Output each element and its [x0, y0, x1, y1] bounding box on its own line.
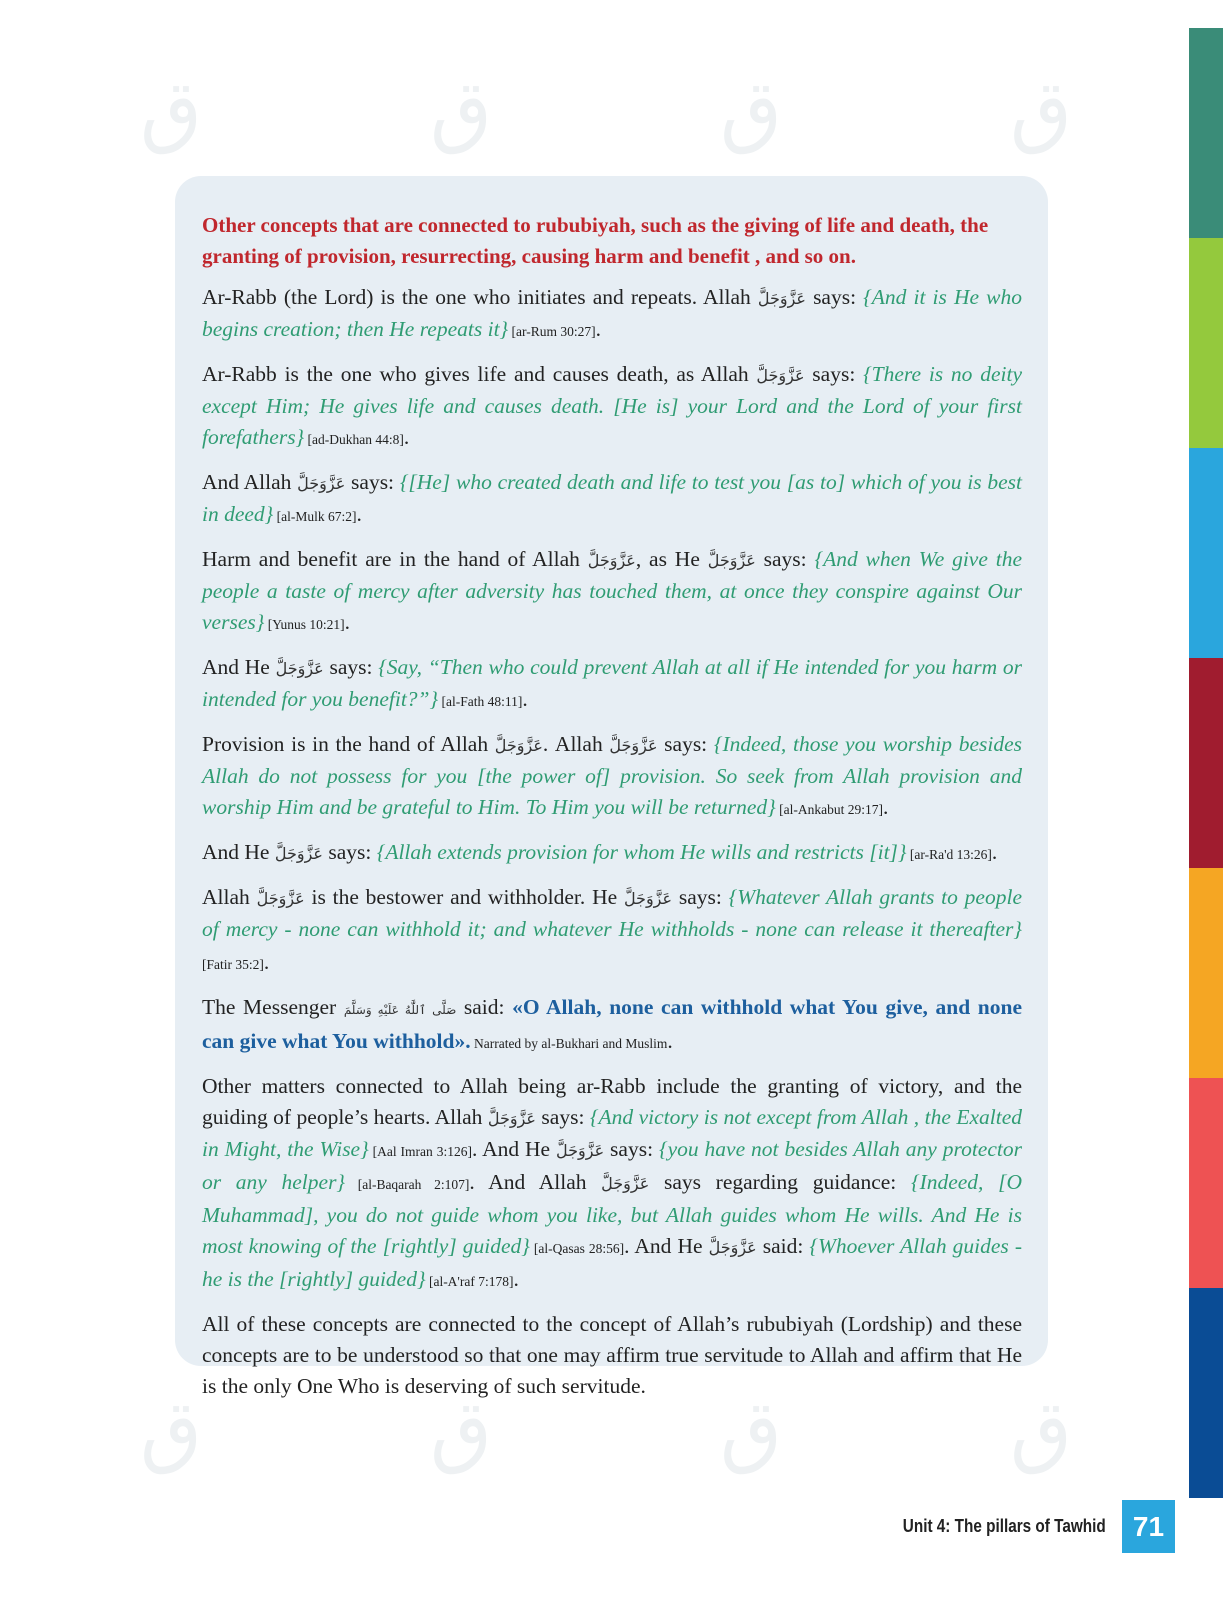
- color-tab: [1189, 238, 1223, 448]
- prophet-honorific-glyph: صَلَّى ٱللَّٰهُ عَلَيْهِ وَسَلَّمَ: [343, 1003, 457, 1017]
- paragraph-provision: Provision is in the hand of Allah عَزَّوَجَلَّ. Allah عَزَّوَجَلَّ says: {Indeed, those you worship besides Allah do not possess for you [the power of] provision. So seek from Allah provision and worship Him and be grateful to Him. To Him you will be returned} [al-Ankabut 29:17].: [202, 732, 1023, 819]
- honorific-glyph: عَزَّوَجَلَّ: [275, 659, 324, 678]
- paragraph-bestower-withholder: Allah عَزَّوَجَلَّ is the bestower and withholder. He عَزَّوَجَلَّ says: {Whatever Allah grants to people of mercy - none can withhold it; and whatever He withholds - none can release it thereafter} [Fatir 35:2].: [202, 885, 1022, 974]
- quran-verse: {[He] who created death and life to test you [as to] which of you is best in deed}: [202, 470, 1023, 526]
- quran-verse: {Indeed, those you worship besides Allah do not possess for you [the power of] provision. So seek from Allah provision and worship Him and be grateful to Him. To Him you will be returned}: [202, 732, 1023, 819]
- verse-reference: [Yunus 10:21]: [264, 617, 345, 632]
- verse-reference: [ad-Dukhan 44:8]: [304, 432, 404, 447]
- paragraph-harm-benefit: Harm and benefit are in the hand of Allah عَزَّوَجَلَّ, as He عَزَّوَجَلَّ says: {And when We give the people a taste of mercy after adversity has touched them, at once they conspire against Our verses} [Yunus 10:21].: [202, 547, 1022, 634]
- honorific-glyph: عَزَّوَجَلَّ: [707, 551, 756, 570]
- verse-reference: [al-Fath 48:11]: [438, 694, 523, 709]
- honorific-glyph: عَزَّوَجَلَّ: [708, 1238, 757, 1257]
- color-tab: [1189, 1078, 1223, 1288]
- quran-verse: {Say, “Then who could prevent Allah at all if He intended for you harm or intended for you benefit?”}: [202, 655, 1022, 711]
- honorific-glyph: عَزَّوَجَلَّ: [487, 1109, 536, 1128]
- honorific-glyph: عَزَّوَجَلَّ: [587, 551, 636, 570]
- honorific-glyph: عَزَّوَجَلَّ: [297, 474, 346, 493]
- honorific-glyph: عَزَّوَجَلَّ: [609, 736, 658, 755]
- quran-verse: {you have not besides Allah any protector or any helper}: [202, 1137, 1022, 1194]
- color-tab: [1189, 1288, 1223, 1498]
- paragraph-conclusion: All of these concepts are connected to the concept of Allah’s rububiyah (Lordship) and these concepts are to be understood so that one may affirm true servitude to Allah and affirm that He is the only One Who is deserving of such servitude.: [202, 1312, 1022, 1398]
- quran-verse: {Indeed, [O Muhammad], you do not guide whom you like, but Allah guides whom He wills. And He is most knowing of the [rightly] guided}: [202, 1170, 1023, 1258]
- honorific-glyph: عَزَّوَجَلَّ: [256, 889, 305, 908]
- verse-reference: [al-A'raf 7:178]: [425, 1274, 514, 1289]
- section-heading: Other concepts that are connected to rububiyah, such as the giving of life and death, the granting of provision, resurrecting, causing harm and benefit , and so on.: [202, 213, 989, 268]
- quran-verse: {Whatever Allah grants to people of mercy - none can withhold it; and whatever He withholds - none can release it thereafter}: [202, 885, 1022, 941]
- quran-verse: {There is no deity except Him; He gives life and causes death. [He is] your Lord and the Lord of your first forefathers}: [202, 362, 1022, 449]
- paragraph-hadith: The Messenger صَلَّى ٱللَّٰهُ عَلَيْهِ وَسَلَّمَ said: «O Allah, none can withhold what You give, and none can give what You withhold». Narrated by al-Bukhari and Muslim.: [202, 995, 1022, 1053]
- honorific-glyph: عَزَّوَجَلَّ: [494, 736, 543, 755]
- honorific-glyph: عَزَّوَجَلَّ: [556, 1141, 605, 1160]
- quran-verse: {And victory is not except from Allah , the Exalted in Might, the Wise}: [202, 1105, 1023, 1161]
- paragraph-death-and-life: And Allah عَزَّوَجَلَّ says: {[He] who created death and life to test you [as to] which of you is best in deed} [al-Mulk 67:2].: [202, 470, 1023, 526]
- verse-reference: [al-Qasas 28:56]: [529, 1241, 625, 1256]
- verse-reference: [al-Baqarah 2:107]: [345, 1177, 470, 1192]
- quran-verse: {And when We give the people a taste of mercy after adversity has touched them, at once they conspire against Our verses}: [202, 547, 1022, 634]
- hadith-reference: Narrated by al-Bukhari and Muslim: [470, 1036, 668, 1051]
- honorific-glyph: عَزَّوَجَلَّ: [274, 844, 323, 863]
- quran-verse: {Whoever Allah guides - he is the [rightly] guided}: [202, 1234, 1022, 1291]
- color-tab: [1189, 448, 1223, 658]
- paragraph-victory-guidance: Other matters connected to Allah being ar-Rabb include the granting of victory, and the guiding of people’s hearts. Allah عَزَّوَجَلَّ says: {And victory is not except from Allah , the Exalted in Might, the Wise} [Aal Imran 3:126]. And He عَزَّوَجَلَّ says: {you have not besides Allah any protector or any helper} [al-Baqarah 2:107]. And Allah عَزَّوَجَلَّ says regarding guidance: {Indeed, [O Muhammad], you do not guide whom you like, but Allah guides whom He wills. And He is most knowing of the [rightly] guided} [al-Qasas 28:56]. And He عَزَّوَجَلَّ said: {Whoever Allah guides - he is the [rightly] guided} [al-A'raf 7:178].: [202, 1074, 1023, 1291]
- verse-reference: [ar-Ra'd 13:26]: [906, 847, 992, 862]
- honorific-glyph: عَزَّوَجَلَّ: [623, 889, 673, 908]
- page-content: [202, 210, 1022, 1414]
- color-tab: [1189, 28, 1223, 238]
- paragraph-initiates-repeats: Ar-Rabb (the Lord) is the one who initiates and repeats. Allah عَزَّوَجَلَّ says: {And it is He who begins creation; then He repeats it} [ar-Rum 30:27].: [202, 285, 1022, 341]
- page-number: 71: [1122, 1500, 1175, 1553]
- unit-title: Unit 4: The pillars of Tawhid: [903, 1516, 1106, 1536]
- verse-reference: [Aal Imran 3:126]: [368, 1144, 472, 1159]
- verse-reference: [al-Ankabut 29:17]: [775, 802, 884, 817]
- verse-reference: [Fatir 35:2]: [202, 957, 264, 972]
- hadith-text: «O Allah, none can withhold what You give, and none can give what You withhold».: [202, 995, 1022, 1053]
- paragraph-prevent-harm: And He عَزَّوَجَلَّ says: {Say, “Then who could prevent Allah at all if He intended for you harm or intended for you benefit?”} [al-Fath 48:11].: [202, 655, 1022, 711]
- quran-verse: {Allah extends provision for whom He wills and restricts [it]}: [376, 840, 907, 864]
- verse-reference: [ar-Rum 30:27]: [508, 324, 596, 339]
- paragraph-life-death: Ar-Rabb is the one who gives life and causes death, as Allah عَزَّوَجَلَّ says: {There is no deity except Him; He gives life and causes death. [He is] your Lord and the Lord of your first forefathers} [ad-Dukhan 44:8].: [202, 362, 1022, 449]
- paragraph-extends-provision: And He عَزَّوَجَلَّ says: {Allah extends provision for whom He wills and restricts [it]} [ar-Ra'd 13:26].: [202, 840, 998, 864]
- color-tab: [1189, 658, 1223, 868]
- verse-reference: [al-Mulk 67:2]: [273, 509, 357, 524]
- color-tab: [1189, 868, 1223, 1078]
- honorific-glyph: عَزَّوَجَلَّ: [601, 1174, 650, 1193]
- quran-verse: {And it is He who begins creation; then He repeats it}: [202, 285, 1022, 341]
- honorific-glyph: عَزَّوَجَلَّ: [756, 366, 805, 385]
- honorific-glyph: عَزَّوَجَلَّ: [757, 289, 806, 308]
- section-color-tabs: [1189, 28, 1223, 1498]
